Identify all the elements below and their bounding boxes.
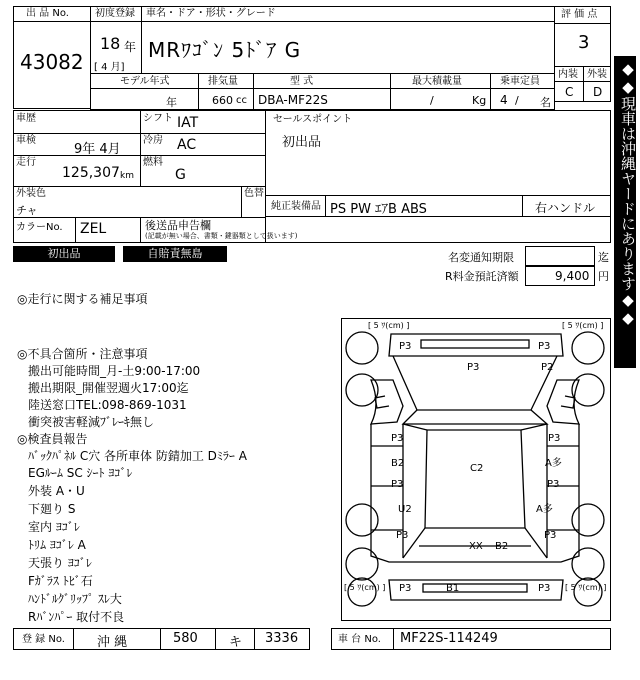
damage-mark: P3	[399, 341, 412, 352]
shift-value: IAT	[177, 115, 199, 131]
shift-label: シフト	[143, 113, 173, 124]
damage-mark: B2	[391, 458, 405, 469]
damage-mark: C2	[470, 463, 484, 474]
inspector-line: 室内 ﾖｺﾞﾚ	[28, 520, 80, 534]
recycle-label: R料金預託済額	[445, 270, 519, 283]
inspector-line: ﾊﾞｯｸﾊﾟﾈﾙ C穴 各所車体 防錆加工 Dﾐﾗｰ A	[28, 449, 247, 463]
fuel-label: 燃料	[143, 157, 163, 168]
color-no-value: ZEL	[80, 221, 107, 237]
damage-mark: P3	[391, 433, 404, 444]
recycle-amount: 9,400	[555, 269, 590, 283]
diagram-corner: [ 5 ﾜ(cm) ]	[562, 321, 604, 330]
damage-mark: U2	[398, 504, 412, 515]
sales-point-value: 初出品	[282, 135, 322, 150]
model-code: DBA-MF22S	[258, 93, 328, 107]
inspector-line: ﾊﾝﾄﾞﾙｸﾞﾘｯﾌﾟ ｽﾚ大	[28, 592, 122, 606]
model-year-label: モデル年式	[120, 76, 170, 87]
name-change-unit: 迄	[598, 251, 609, 264]
damage-mark: P3	[538, 583, 551, 594]
interior-grade: C	[565, 85, 574, 99]
chassis-number: MF22S-114249	[400, 631, 498, 646]
mileage-unit: km	[120, 171, 134, 181]
diagram-corner: [ 5 ﾜ(cm) ]	[565, 583, 607, 592]
damage-mark: B2	[495, 541, 509, 552]
defect-line: 衝突被害軽減ﾌﾞﾚｰｷ無し	[28, 415, 155, 429]
lot-number: 43082	[20, 50, 84, 74]
damage-mark: P3	[396, 530, 409, 541]
displacement-label: 排気量	[208, 76, 238, 87]
inspection-value: 9年 4月	[74, 142, 121, 157]
first-listing-tag: 初出品	[13, 246, 115, 262]
damage-mark: P3	[538, 341, 551, 352]
displacement: 660	[212, 94, 233, 107]
interior-label: 内装	[558, 69, 578, 80]
recycle-unit: 円	[598, 270, 609, 283]
defect-line: 搬出可能時間_月-土9:00-17:00	[28, 364, 201, 378]
damage-mark: A多	[536, 504, 553, 515]
score-value: 3	[578, 32, 590, 53]
registration-year-unit: 年	[124, 40, 137, 54]
inspector-line: ﾄﾘﾑ ﾖｺﾞﾚ A	[28, 538, 86, 552]
equipment-value: PS PW ｴｱB ABS	[330, 202, 427, 217]
equipment-label: 純正装備品	[271, 201, 321, 212]
damage-mark: P3	[547, 479, 560, 490]
history-label: 車歴	[16, 113, 36, 124]
capacity: 4	[500, 93, 508, 107]
damage-mark: A多	[545, 458, 562, 469]
fuel-value: G	[175, 167, 186, 183]
after-parts-label: 後送品申告欄	[145, 219, 211, 232]
damage-mark: P3	[467, 362, 480, 373]
damage-mark: P3	[391, 479, 404, 490]
exterior-grade: D	[593, 85, 603, 99]
diagram-corner: [ 5 ﾜ(cm) ]	[368, 321, 410, 330]
score-label: 評 価 点	[561, 9, 598, 20]
insurance-tag: 自賠責無島	[123, 246, 227, 262]
lot-label: 出 品 No.	[26, 8, 69, 19]
car-name-label: 車名・ドア・形状・グレード	[146, 8, 276, 19]
color-change-label: 色替	[244, 188, 264, 199]
reg-area: 沖 縄	[97, 635, 128, 650]
inspector-line: EGﾙｰﾑ SC ｼｰﾄ ﾖｺﾞﾚ	[28, 466, 133, 480]
aircon-label: 冷房	[143, 135, 163, 146]
after-parts-note: (記載が無い場合、書類・鍵器類として扱います)	[145, 232, 298, 240]
capacity-slash: /	[515, 94, 519, 107]
registration-month: [ 4 月]	[94, 62, 125, 73]
inspector-heading: ◎検査員報告	[17, 432, 88, 446]
side-banner-text: ◆◆現車は沖縄ヤードにあります◆◆	[619, 60, 637, 327]
displacement-unit: cc	[236, 95, 247, 106]
ext-color-value: チャ	[16, 204, 38, 217]
model-year-unit: 年	[166, 96, 177, 109]
max-load-unit: Kg	[472, 94, 487, 107]
damage-mark: XX	[469, 541, 483, 552]
inspector-line: 外装 A・U	[28, 484, 85, 498]
mileage-label: 走行	[16, 157, 36, 168]
diagram-corner: [ 5 ﾜ(cm) ]	[344, 583, 386, 592]
reg-number: 3336	[265, 631, 299, 646]
capacity-label: 乗車定員	[500, 76, 540, 87]
mileage-value: 125,307	[62, 165, 120, 181]
reg-no-label: 登 録 No.	[22, 634, 65, 645]
defects-heading: ◎不具合箇所・注意事項	[17, 347, 148, 361]
registration-year: 18	[100, 34, 121, 53]
name-change-label: 名変通知期限	[448, 251, 514, 264]
name-change-box	[525, 246, 595, 266]
reg-class: 580	[173, 631, 198, 646]
inspector-line: Fｶﾞﾗｽ ﾄﾋﾞ石	[28, 574, 93, 588]
ext-color-label: 外装色	[16, 188, 46, 199]
inspection-label: 車検	[16, 135, 36, 146]
registration-label: 初度登録	[95, 8, 135, 19]
inspector-line: 天張り ﾖｺﾞﾚ	[28, 556, 92, 570]
aircon-value: AC	[177, 137, 197, 153]
handle-value: 右ハンドル	[535, 201, 596, 215]
max-load-label: 最大積載量	[412, 76, 462, 87]
damage-mark: P3	[548, 433, 561, 444]
capacity-unit: 名	[540, 96, 551, 109]
car-name: MRﾜｺﾞﾝ 5ﾄﾞｱ G	[148, 38, 302, 62]
chassis-label: 車 台 No.	[338, 634, 381, 645]
defect-line: 搬出期限_開催翌週火17:00迄	[28, 381, 189, 395]
inspector-line: 下廻り S	[28, 502, 76, 516]
defect-line: 陸送窓口TEL:098-869-1031	[28, 398, 187, 412]
color-no-label: カラーNo.	[16, 222, 63, 233]
sales-point-label: セールスポイント	[273, 114, 353, 125]
damage-mark: B1	[446, 583, 460, 594]
exterior-label: 外装	[587, 69, 607, 80]
driving-notes-heading: ◎走行に関する補足事項	[17, 292, 148, 306]
inspector-line: Rﾊﾞﾝﾊﾟｰ 取付不良	[28, 610, 125, 624]
max-load-slash: /	[430, 94, 434, 107]
damage-mark: P2	[541, 362, 554, 373]
reg-kana: キ	[229, 635, 243, 650]
damage-mark: P3	[399, 583, 412, 594]
damage-mark: P3	[544, 530, 557, 541]
type-label: 型 式	[290, 76, 314, 87]
